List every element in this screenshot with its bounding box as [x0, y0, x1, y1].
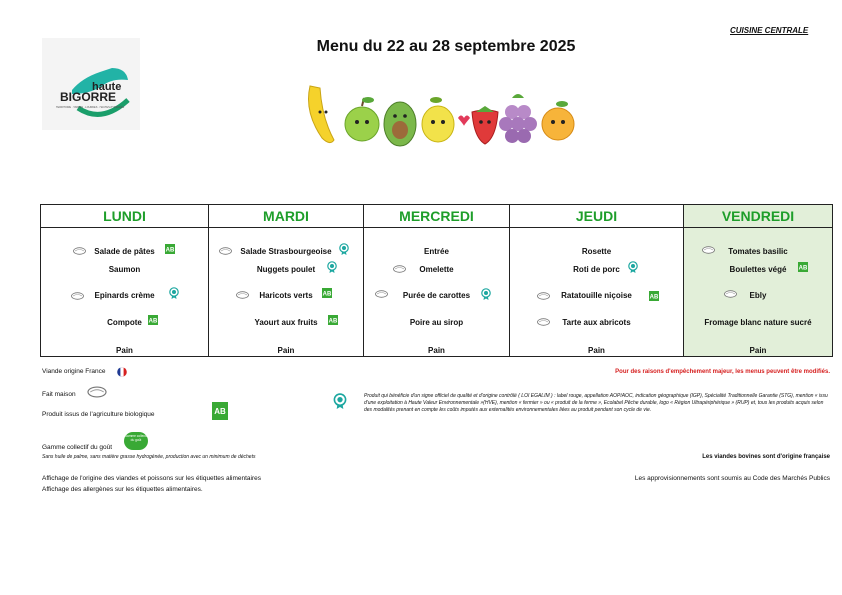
banana-icon: [309, 86, 335, 143]
lemon-icon: [422, 97, 454, 142]
fait-maison-legend-icon: [86, 386, 108, 398]
bread-vendredi: Pain: [749, 346, 767, 355]
dish-mercredi-1: Entrée: [424, 247, 449, 256]
bread-mardi: Pain: [277, 346, 295, 355]
legend-affichage-origine: Affichage de l'origine des viandes et poissons sur les étiquettes alimentaires: [42, 475, 261, 482]
dish-vendredi-3: Ebly: [749, 291, 767, 300]
legend-affichage-allergenes: Affichage des allergènes sur les étiquettes alimentaires.: [42, 486, 203, 493]
haute-bigorre-logo: [42, 38, 140, 130]
logo-haute-text: haute: [92, 81, 122, 93]
menu-cell-mercredi: [364, 228, 510, 357]
dish-mercredi-2: Omelette: [419, 265, 454, 274]
dish-lundi-4: Compote: [107, 318, 142, 327]
apple-icon: [345, 97, 379, 141]
legend-gamme: Gamme collectif du goût: [42, 444, 113, 451]
dish-vendredi-2: Boulettes végé: [729, 265, 787, 274]
quality-label-icon: [628, 261, 638, 273]
ab-organic-icon: [148, 315, 158, 325]
svg-text:AB: AB: [148, 318, 158, 325]
day-header-lundi: LUNDI: [41, 205, 209, 228]
legend-origine: Viande origine France: [42, 368, 106, 375]
dish-jeudi-2: Roti de porc: [573, 265, 620, 274]
ab-organic-icon: [649, 291, 659, 301]
ab-organic-icon: [165, 244, 175, 254]
dish-mardi-1: Salade Strasbourgeoise: [240, 247, 332, 256]
legend-bio: Produit issus de l'agriculture biologique: [42, 411, 155, 418]
day-header-row: [41, 205, 833, 228]
cuisine-centrale-label: CUISINE CENTRALE: [730, 26, 809, 35]
menu-cell-mardi: [209, 228, 364, 357]
bread-jeudi: Pain: [588, 346, 605, 355]
dish-mardi-3: Haricots verts: [259, 291, 313, 300]
menu-body-row: [41, 228, 833, 357]
dish-mercredi-4: Poire au sirop: [409, 318, 464, 327]
dish-vendredi-4: Fromage blanc nature sucré: [704, 318, 812, 327]
dish-lundi-3: Epinards crème: [94, 291, 155, 300]
svg-text:AB: AB: [328, 318, 338, 325]
dish-jeudi-4: Tarte aux abricots: [562, 318, 631, 327]
quality-label-icon: [327, 261, 337, 273]
legend-gamme-note: Sans huile de palme, sans matière grasse hydrogénée, production avec un minimum de déchets: [42, 454, 256, 460]
page-title: Menu du 22 au 28 septembre 2025: [316, 38, 576, 55]
legend-bovines: Les viandes bovines sont d'origine française: [702, 454, 830, 460]
bread-mercredi: Pain: [428, 346, 445, 355]
svg-text:AB: AB: [798, 265, 808, 272]
logo-tagline-text: TERRITOIRE · TARBES · LOURDES · HAUTES-PYRÉNÉES: [56, 106, 125, 109]
orange-icon: [542, 101, 574, 140]
dish-lundi-1: Salade de pâtes: [94, 247, 155, 256]
ab-legend-icon: [212, 402, 228, 420]
dish-jeudi-1: Rosette: [581, 247, 612, 256]
day-header-mercredi: MERCREDI: [364, 205, 510, 228]
quality-label-icon: [169, 287, 179, 299]
day-header-jeudi: JEUDI: [510, 205, 684, 228]
ab-organic-icon: [798, 262, 808, 272]
svg-text:AB: AB: [165, 247, 175, 254]
ab-organic-icon: [322, 288, 332, 298]
logo-bigorre-text: BIGORRE: [60, 90, 117, 104]
menu-cell-jeudi: [510, 228, 684, 357]
dish-mardi-2: Nuggets poulet: [256, 265, 316, 274]
quality-label-legend-icon: [333, 393, 347, 409]
ab-organic-icon: [328, 315, 338, 325]
dish-vendredi-1: Tomates basilic: [728, 247, 788, 256]
strawberry-icon: [472, 106, 498, 144]
france-flag-icon: [115, 367, 129, 377]
quality-label-icon: [339, 243, 349, 255]
bread-lundi: Pain: [116, 346, 133, 355]
legend-fait-maison: Fait maison: [42, 391, 76, 398]
ab-legend-text: AB: [214, 407, 226, 416]
fruits-illustration: [300, 82, 580, 152]
menu-cell-vendredi: [684, 228, 833, 357]
day-header-vendredi: VENDREDI: [684, 205, 833, 228]
dish-mercredi-3: Purée de carottes: [402, 291, 471, 300]
quality-label-icon: [481, 288, 491, 300]
svg-text:AB: AB: [322, 291, 332, 298]
gamme-collectif-badge: Gamme collectif du goût: [124, 432, 148, 450]
day-header-mardi: MARDI: [209, 205, 364, 228]
svg-text:AB: AB: [649, 294, 659, 301]
dish-mardi-4: Yaourt aux fruits: [254, 318, 318, 327]
heart-icon: [458, 116, 470, 127]
grapes-icon: [499, 94, 537, 143]
menu-cell-lundi: [41, 228, 209, 357]
legend-warning: Pour des raisons d'empêchement majeur, les menus peuvent être modifiés.: [615, 369, 830, 375]
weekly-menu-table: [40, 204, 833, 357]
avocado-icon: [384, 102, 416, 146]
legend-marches: Les approvisionnements sont soumis au Code des Marchés Publics: [634, 475, 830, 482]
legend-label-note: Produit qui bénéficie d'un signe officiel de qualité et d'origine contrôlé ( LOI EGALIM ) : label rouge, appellation AOP/AOC, indication géographique (IGP), Spécialité Traditionnelle Garantie (STG), mention « issu d'une exploitation à Haute Valeur Environnementale »(HVE), mention « fermier » ou « produit de la ferme », Ecolabel Pêche durable, logo « Région Ultrapériphérique » (RUP) et, tous les produits acquis selon des modalités prenant en compte les coûts imputés aux externalités environnementales liées au produit pendant son cycle de vie.: [364, 393, 828, 413]
dish-jeudi-3: Ratatouille niçoise: [561, 291, 632, 300]
dish-lundi-2: Saumon: [108, 265, 141, 274]
